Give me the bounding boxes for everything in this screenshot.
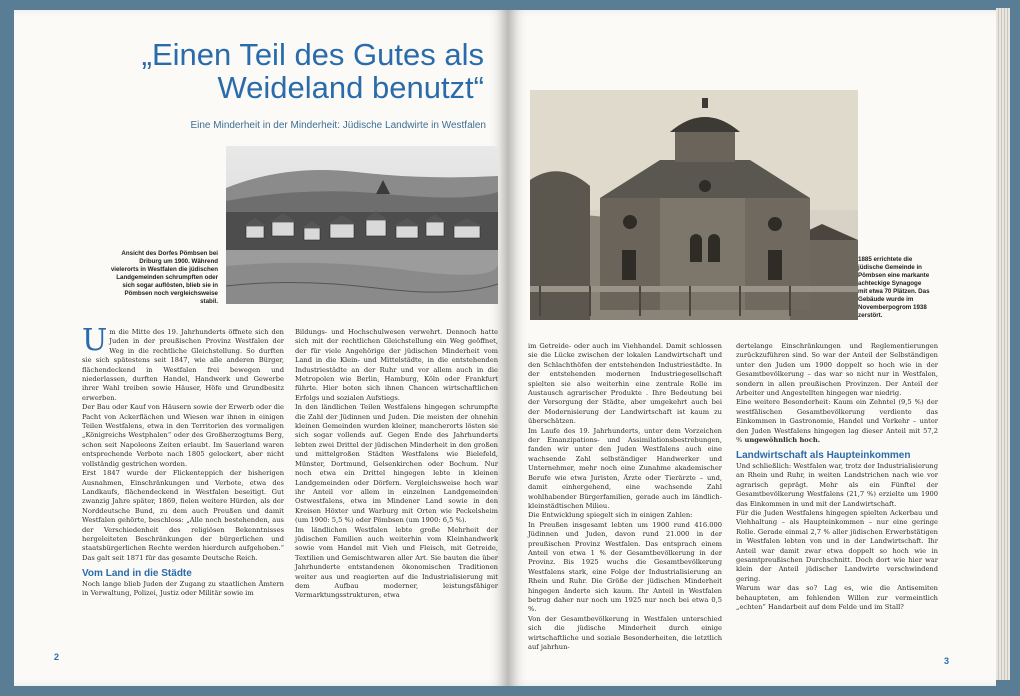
paragraph: Noch lange blieb Juden der Zugang zu staatlichen Ämtern in Verwaltung, Polizei, Justiz oder Militär sowie im — [82, 579, 284, 597]
page-number: 2 — [54, 652, 60, 662]
section-heading: Landwirtschaft als Haupteinkommen — [736, 450, 911, 462]
article-subtitle: Eine Minderheit in der Minderheit: Jüdische Landwirte in Westfalen — [190, 120, 486, 131]
village-photo — [226, 146, 498, 304]
emphasis-text: ungewöhnlich hoch. — [744, 436, 821, 445]
text-column-4 — [736, 342, 938, 612]
paragraph — [736, 398, 938, 445]
paragraph: Bildungs- und Hochschulwesen verwehrt. Dennoch hatte sich mit der rechtlichen Gleichstellung ein Weg geöffnet, der für viele Angehörige der jüdischen Minderheit vom Land in die Klein- und Mittelstädte, in die entstehenden Industriestädte an der Ruhr und vor allem auch in die Metropolen wie Berlin, Hamburg, Köln oder Frankfurt führte. Hier boten sich ihnen Chancen wirtschaftlichen Erfolgs und sozialen Aufstiegs. — [295, 328, 498, 402]
paragraph: Von der Gesamtbevölkerung in Westfalen unterschied sich die jüdische Minderheit durch einige wirtschaftliche und soziale Besonderheiten, die letztlich auf jahrhun- — [528, 614, 722, 651]
paragraph: In Preußen insgesamt lebten um 1900 rund 416.000 Jüdinnen und Juden, davon rund 21.000 in der preußischen Provinz Westfalen. Das entsprach einem Anteil von etwa 1 % der Gesamtbevölkerung in der Provinz. Bis 1925 wuchs die Gesamtbevölkerung Westfalens stark, eine Folge der Industrialisierung an Rhein und Ruhr. Die Größe der jüdischen Minderheit hingegen änderte sich kaum. Ihr Anteil in Westfalen betrug daher nur noch um 1925 nur noch bei etwa 0,5 %. — [528, 520, 722, 614]
drop-cap: U — [82, 323, 108, 358]
page-stack-edge — [996, 8, 1010, 680]
paragraph: In den ländlichen Teilen Westfalens hingegen schrumpfte die Zahl der Jüdinnen und Juden. Die meisten der ohnehin kleinen Gemeinden wurden kleiner, mancherorts lösten sie sich sogar vollends auf. Gegen Ende des Jahrhunderts lebten zwei Drittel der jüdischen Minderheit in den großen und mittelgroßen Städten Westfalens wie Bielefeld, Münster, Dortmund, Gelsenkirchen oder Bochum. Nur noch etwa ein Drittel hingegen lebte in kleinen Landgemeinden oder Dörfern. Vergleichsweise hoch war ihr Anteil vor allem in einzelnen Landgemeinden Ostwestfalens, etwa im Mindener Land sowie in den Kreisen Höxter und Warburg mit Orten wie Peckelsheim (um 1900: 5,5 %) oder Pömbsen (um 1900: 6,5 %). — [295, 403, 498, 525]
page-number: 3 — [944, 656, 950, 666]
text-column-1 — [82, 323, 284, 598]
paragraph: dertelange Einschränkungen und Reglementierungen zurückzuführen sind. So war der Anteil der Selbständigen unter den Juden um 1900 doppelt so hoch wie in der Gesamtbevölkerung – das war so nicht nur in Westfalen, sondern in allen preußischen Provinzen. Der Anteil der Arbeiter und Angestellten hingegen war niedrig. — [736, 342, 938, 398]
right-page — [508, 10, 996, 686]
synagogue-photo — [530, 90, 858, 320]
paragraph: m die Mitte des 19. Jahrhunderts öffnete sich den Juden in der preußischen Provinz Westfalen der Weg in die rechtliche Gleichstellung. So durften sie sich spätestens seit 1847, wie alle anderen Bürger, flächendeckend in Westfalen frei bewegen und niederlassen, durften Handel, Handwerk und Gewerbe ihrer Wahl treiben sowie Häuser, Höfe und Grundbesitz erwerben. — [82, 328, 284, 402]
text-column-3 — [528, 342, 722, 652]
paragraph: Im ländlichen Westfalen lebte große Mehrheit der jüdischen Familien auch weiterhin vom Kleinhandwerk sowie vom Handel mit Vieh und Fleisch, mit Getreide, Textilien und Gemischtwaren aller Art. Sie bauten die über Jahrhunderte entstandenen ökonomischen Traditionen weiter aus und reagierten auf die Industrialisierung mit dem Aufbau moderner, leistungsfähiger Vermarktungsstrukturen, etwa — [295, 525, 498, 600]
paragraph: Warum war das so? Lag es, wie die Antisemiten behaupteten, am fehlenden Willen zur vermeintlich „echten“ Handarbeit auf dem Felde und im Stall? — [736, 584, 938, 611]
paragraph-text: Eine weitere Besonderheit: Kaum ein Zehntel (9,5 %) der westfälischen Gesamtbevölkerung verdiente das Einkommen in Gastronomie, Handel und Verkehr – unter den Juden Westfalens hingegen lag dieser Anteil mit 57,2 % — [736, 398, 938, 445]
paragraph: im Getreide- oder auch im Viehhandel. Damit schlossen sie die Lücke zwischen der lokalen Landwirtschaft und den Schlachthöfen der entstehenden Industriestädte. In der entstehenden modernen Industriegesellschaft spielten sie also weiterhin eine zentrale Rolle im Austausch agrarischer Produkte . Ihre Bedeutung bei der Versorgung der Städte, aber umgekehrt auch bei der Modernisierung der Landwirtschaft ist kaum zu überschätzen. — [528, 342, 722, 426]
section-heading: Vom Land in die Städte — [82, 568, 192, 580]
paragraph: Erst 1847 wurde der Flickenteppich der bisherigen Ausnahmen, Einschränkungen und Verbote, etwa des Landkaufs, flächendeckend in Westfalen beseitigt. Gut zwanzig Jahre später, 1869, fielen weitere Hürden, als der Norddeutsche Bund, zu dem auch Preußen und damit Westfalen gehörte, beschloss: „Alle noch bestehenden, aus der Verschiedenheit des religiösen Bekenntnisses hergeleiteten Beschränkungen der bürgerlichen und staatsbürgerlichen Rechte werden hierdurch aufgehoben.“ Das galt seit 1871 für das gesamte Deutsche Reich. — [82, 469, 284, 562]
article-title: „Einen Teil des Gutes als Weideland benutzt“ — [141, 37, 484, 105]
synagogue-photo-image — [530, 90, 858, 320]
synagogue-photo-caption: 1885 errichtete die jüdische Gemeinde in Pömbsen eine markante achteckige Synagoge mit etwa 70 Plätzen. Das Gebäude wurde im Novemberpogrom 1938 zerstört. — [858, 256, 930, 319]
paragraph: Die Entwicklung spiegelt sich in einigen Zahlen: — [528, 511, 693, 520]
paragraph: Der Bau oder Kauf von Häusern sowie der Erwerb oder die Pacht von Ackerflächen und Wiesen war ihnen in einigen Teilen Westfalens, etwa in den Territorien des vormaligen „Königreichs Westphalen“ oder des Großherzogtums Berg, schon seit Napoleons Zeiten erlaubt. Im Sauerland waren entsprechende Verbote nach 1805 gelockert, aber nicht vollständig gestrichen worden. — [82, 403, 284, 468]
village-photo-caption: Ansicht des Dorfes Pömbsen bei Driburg um 1900. Während vielerorts in Westfalen die jüdischen Landgemeinden schrumpften oder sich sogar auflösten, blieb sie in Pömbsen noch vergleichsweise stabil. — [110, 250, 218, 305]
paragraph: Im Laufe des 19. Jahrhunderts, unter dem Vorzeichen der Emanzipations- und Assimilationsbestrebungen, fanden wir unter den Juden Westfalens auch eine wachsende Zahl selbständiger Handwerker und Unternehmer, mehr noch eine Zunahme akademischer Berufe wie etwa Juristen, Ärzte oder Tierärzte – und, damit einhergehend, eine wachsende Zahl wohlhabender Bürgerfamilien, gerade auch im ländlich-kleinstädtischen Milieu. — [528, 426, 722, 510]
paragraph: Und schließlich: Westfalen war, trotz der Industrialisierung an Rhein und Ruhr, in weiten Landstrichen nach wie vor agrarisch geprägt. Mehr als ein Fünftel der Gesamtbevölkerung Westfalens (21,7 %) erzielte um 1900 das Einkommen in und mit der Landwirtschaft. — [736, 461, 938, 508]
village-photo-image — [226, 146, 498, 304]
text-column-2 — [295, 328, 498, 601]
left-page — [14, 10, 508, 686]
paragraph: Für die Juden Westfalens hingegen spielten Ackerbau und Viehhaltung – als Haupteinkommen – nur eine geringe Rolle. Gerade einmal 2,7 % aller jüdischen Erwerbstätigen in Westfalen lebten von und in der Landwirtschaft. Ihr Anteil war damit zwar etwa doppelt so hoch wie in gesamtpreußischen Durchschnitt. Doch dort wie hier war klein der Anteil jüdischer Landwirte verschwindend gering. — [736, 508, 938, 583]
